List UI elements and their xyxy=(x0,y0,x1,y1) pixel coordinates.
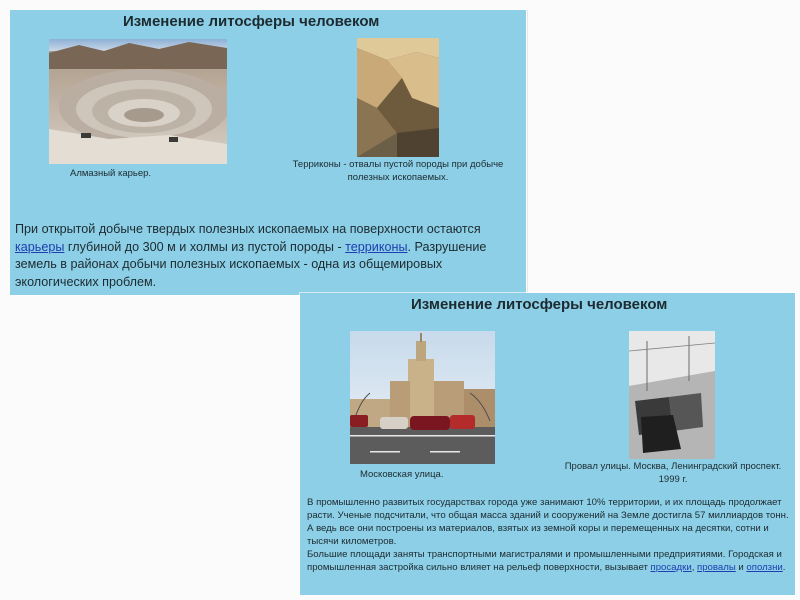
landslides-link[interactable]: оползни xyxy=(746,561,783,573)
top-slide-text xyxy=(15,221,520,291)
top-slide-title: Изменение литосферы человеком xyxy=(123,13,380,30)
text-part: глубиной до 300 м и холмы из пустой породы - xyxy=(64,239,346,254)
bottom-slide-title: Изменение литосферы человеком xyxy=(411,296,668,313)
text-part: . xyxy=(782,561,786,573)
divider xyxy=(527,10,528,295)
text-paragraph: В промышленно развитых государствах города уже занимают 10% территории, и их площадь продолжает расти. Ученые подсчитали, что общая масса зданий и сооружений на Земле достигла 57 миллиардов тонн. А ведь все они построены из материалов, взятых из земной коры и перемещенных на десятки, сотни и тысячи километров. xyxy=(307,497,789,547)
bottom-slide-text xyxy=(307,497,792,574)
sinkholes-link[interactable]: провалы xyxy=(697,561,736,573)
text-part: и xyxy=(735,561,747,573)
subsidence-link[interactable]: просадки xyxy=(650,561,692,573)
waste-heaps-link[interactable]: терриконы xyxy=(345,239,408,254)
moscow-street-photo xyxy=(350,331,495,464)
text-part: , xyxy=(691,561,698,573)
text-part: При открытой добыче твердых полезных ископаемых на поверхности остаются xyxy=(15,222,481,236)
diamond-quarry-caption: Алмазный карьер. xyxy=(70,168,152,179)
text-paragraph xyxy=(307,549,792,575)
text-part: Большие площади заняты транспортными магистралями и промышленными предприятиями. Городская и промышленная застройка сильно влияет на рельеф поверхности, вызывает xyxy=(307,548,782,573)
bottom-slide-panel xyxy=(300,293,795,595)
waste-heap-photo xyxy=(357,38,439,157)
waste-heap-caption: Терриконы - отвалы пустой породы при добыче полезных ископаемых. xyxy=(292,159,504,183)
quarries-link[interactable]: карьеры xyxy=(15,239,65,254)
moscow-street-caption: Московская улица. xyxy=(360,469,444,480)
street-collapse-caption: Провал улицы. Москва, Ленинградский проспект. 1999 г. xyxy=(564,461,782,485)
diamond-quarry-photo xyxy=(49,39,227,164)
text-part: . Разрушение земель в районах добычи полезных ископаемых - одна из общемировых экологических проблем. xyxy=(15,239,487,289)
top-slide-panel xyxy=(10,10,526,295)
street-collapse-photo xyxy=(629,331,715,459)
